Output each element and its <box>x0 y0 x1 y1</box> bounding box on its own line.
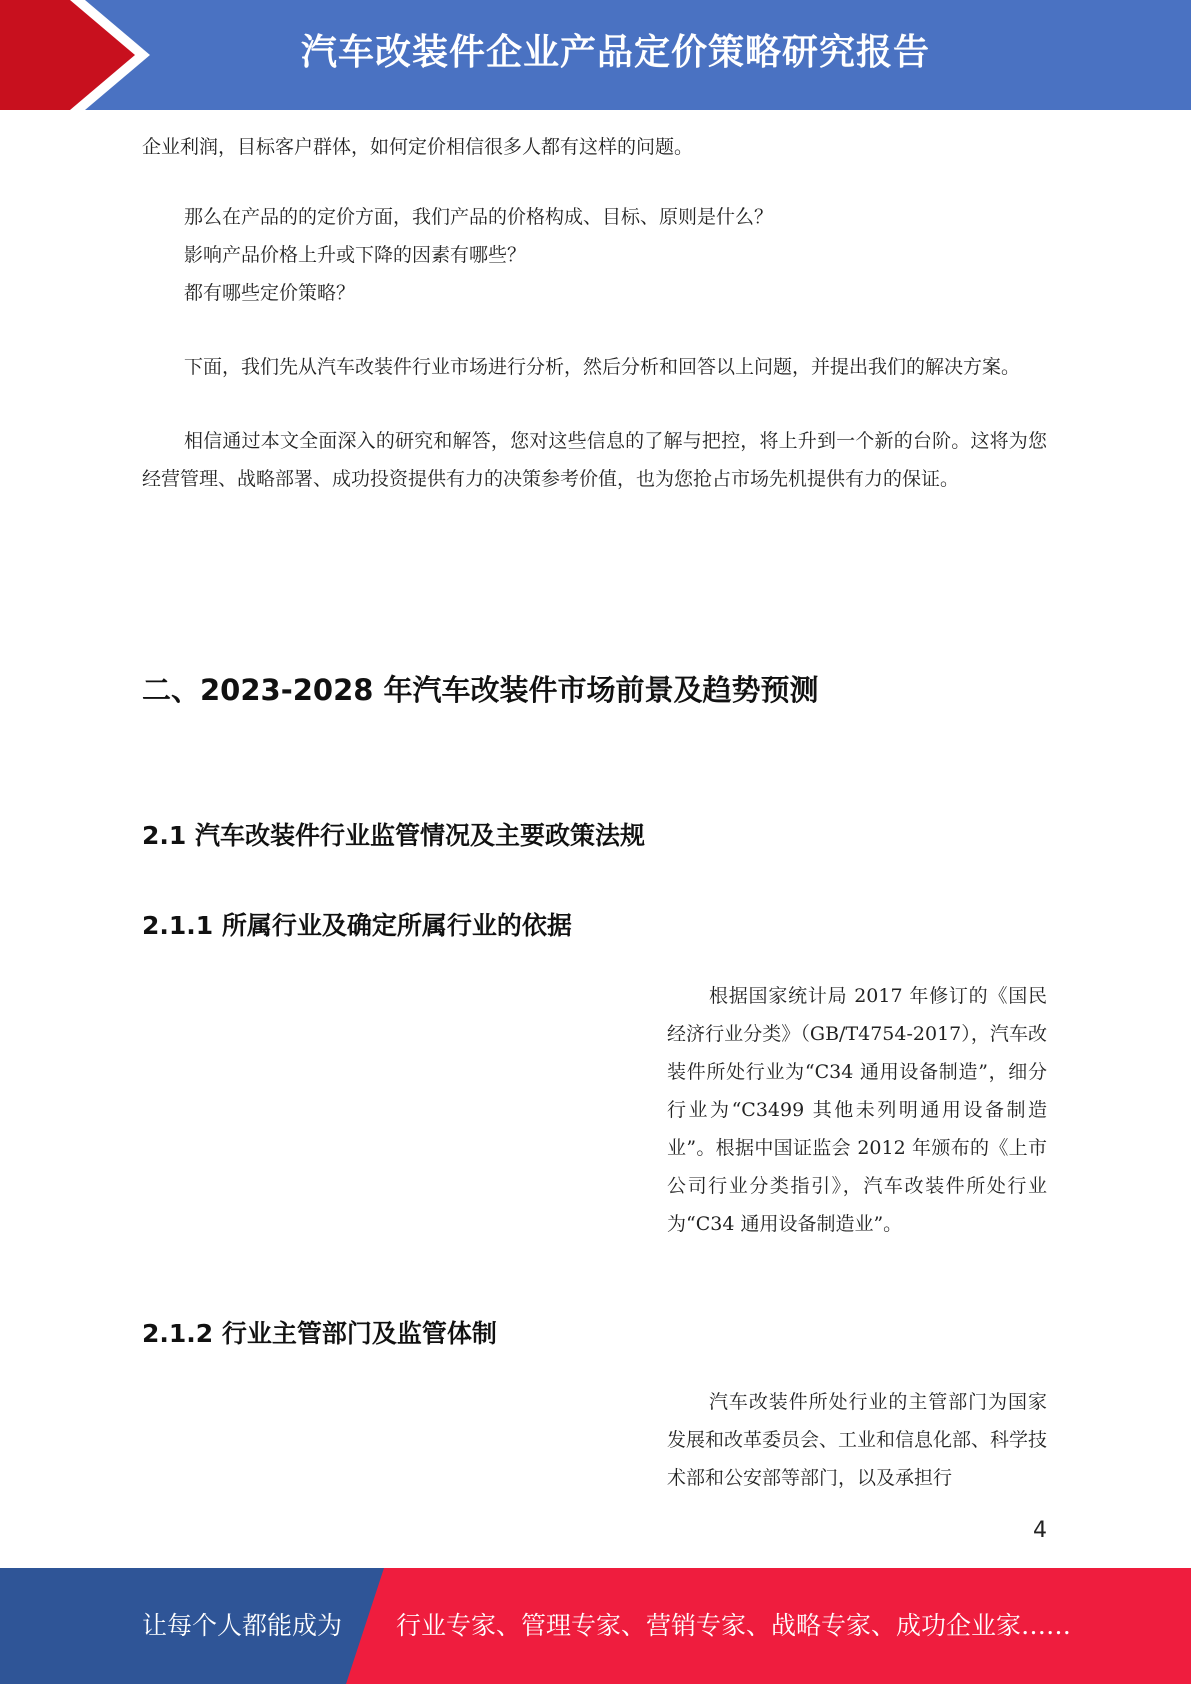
intro-section <box>142 128 1047 498</box>
regulatory-authority-text: 汽车改装件所处行业的主管部门为国家发展和改革委员会、工业和信息化部、科学技术部和公安部等部门，以及承担行 <box>667 1391 1048 1489</box>
section-2-1-2-heading: 2.1.2 行业主管部门及监管体制 <box>142 1319 497 1348</box>
footer-slogan-left: 让每个人都能成为 <box>142 1611 343 1640</box>
footer-banner <box>0 1568 1191 1684</box>
value-paragraph: 相信通过本文全面深入的研究和解答，您对这些信息的了解与把控，将上升到一个新的台阶。这将为您经营管理、战略部署、成功投资提供有力的决策参考价值，也为您抢占市场先机提供有力的保证。 <box>142 430 1047 490</box>
header-banner <box>0 0 1191 110</box>
document-title: 汽车改装件企业产品定价策略研究报告 <box>300 32 930 73</box>
section-2-1-heading: 2.1 汽车改装件行业监管情况及主要政策法规 <box>142 821 645 850</box>
question-3: 都有哪些定价策略？ <box>184 282 356 304</box>
intro-line: 企业利润，目标客户群体，如何定价相信很多人都有这样的问题。 <box>142 136 694 158</box>
page-number: 4 <box>1033 1518 1047 1543</box>
question-2: 影响产品价格上升或下降的因素有哪些？ <box>184 244 527 266</box>
footer-slogan-right: 行业专家、管理专家、营销专家、战略专家、成功企业家…… <box>396 1611 1072 1640</box>
section-2-heading: 二、2023-2028 年汽车改装件市场前景及趋势预测 <box>142 673 819 707</box>
industry-classification-text: 根据国家统计局 2017 年修订的《国民经济行业分类》（GB/T4754-2017），汽车改装件所处行业为“C34 通用设备制造”，细分行业为“C3499 其他未列明通用设备制造业”。根据中国证监会 2012 年颁布的《上市公司行业分类指引》，汽车改装件所处行业为“C34 通用设备制造业”。 <box>667 985 1047 1235</box>
question-1: 那么在产品的的定价方面，我们产品的价格构成、目标、原则是什么？ <box>184 206 774 228</box>
section-2-1-1-heading: 2.1.1 所属行业及确定所属行业的依据 <box>142 911 572 940</box>
analysis-paragraph: 下面，我们先从汽车改装件行业市场进行分析，然后分析和回答以上问题，并提出我们的解决方案。 <box>184 356 1021 378</box>
